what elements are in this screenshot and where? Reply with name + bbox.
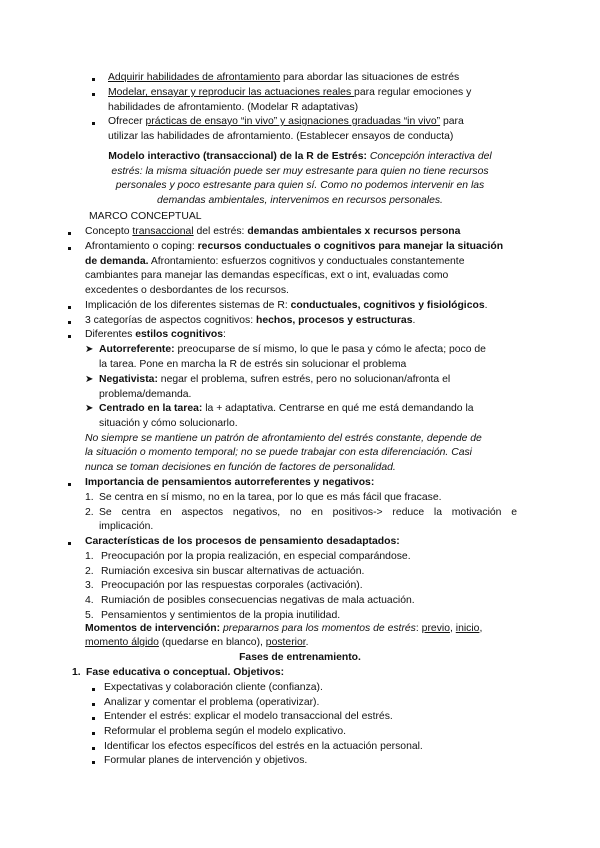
importancia-title — [85, 476, 374, 491]
objetivo-5: Identificar los efectos específicos del estrés en la actuación personal. — [104, 741, 423, 752]
concepto-mid: del estrés: — [193, 226, 248, 237]
afr-pre: Afrontamiento o coping: — [85, 241, 198, 252]
importancia-1-number: 1. — [85, 492, 94, 503]
impl-bold: conductuales, cognitivos y fisiológicos — [290, 300, 485, 311]
top-bullet-1 — [108, 71, 459, 86]
bullet-square — [92, 703, 95, 706]
caracteristica-2-number: 2. — [85, 566, 94, 577]
cat-post: . — [412, 315, 416, 326]
cat-pre: 3 categorías de aspectos cognitivos: — [85, 315, 256, 326]
impl-pre: Implicación de los diferentes sistemas de R: — [85, 300, 291, 311]
bullet-square — [68, 335, 71, 338]
estilo-3-line1 — [99, 402, 474, 417]
nota-text2: la situación o momento temporal; no se puede trabajar con esta diferenciación. Casi — [85, 447, 472, 458]
fases-heading-text: Fases de entrenamiento. — [239, 652, 361, 663]
importancia-2-text: Se centra en aspectos negativos, no en positivos-> reduce la motivación e — [99, 507, 517, 518]
top-bullet-2-line2: habilidades de afrontamiento. (Modelar R adaptativas) — [108, 102, 359, 113]
objetivo-1: Expectativas y colaboración cliente (confianza). — [104, 682, 323, 693]
modelo-title: Modelo interactivo (transaccional) de la R de Estrés: — [108, 151, 367, 162]
momentos-algido-post: (quedarse en blanco), — [158, 637, 266, 648]
bullet-square — [92, 93, 95, 96]
implicacion-line — [85, 299, 488, 314]
nota-text3: nunca se toman decisiones en función de factores de personalidad. — [85, 462, 396, 473]
momentos-italic: prepararnos para los momentos de estrés — [220, 623, 416, 634]
fase-1-title-text: Fase educativa o conceptual — [86, 667, 228, 678]
nota-text1: No siempre se mantiene un patrón de afrontamiento del estrés constante, depende de — [85, 433, 482, 444]
arrow-bullet-icon: ➤ — [85, 344, 94, 355]
estilo-3-text: la + adaptativa. Centrarse en qué me está demandando la — [202, 403, 474, 414]
estilo-3-line2: situación y cómo solucionarlo. — [99, 418, 238, 429]
objetivo-6: Formular planes de intervención y objetivos. — [104, 755, 308, 766]
importancia-title-text: Importancia de pensamientos autorreferentes y negativos: — [85, 477, 375, 488]
afrontamiento-line1 — [85, 240, 503, 255]
bullet-square — [68, 483, 71, 486]
afrontamiento-line3: cambiantes para manejar las demandas específicas, ext o int, evaluadas como — [85, 270, 449, 281]
afr-l2: Afrontamiento: esfuerzos cognitivos y conductuales constantemente — [148, 256, 465, 267]
bullet-square — [92, 732, 95, 735]
momentos-line1 — [85, 622, 482, 637]
momentos-comma1: , — [449, 623, 456, 634]
caracteristica-1-text: Preocupación por la propia realización, en especial comparándose. — [101, 551, 411, 562]
nota-line2 — [85, 446, 472, 461]
estilo-3-title: Centrado en la tarea: — [99, 403, 203, 414]
estilos-line — [85, 328, 226, 343]
bullet-square — [68, 321, 71, 324]
impl-post: . — [484, 300, 488, 311]
estilo-1-line1 — [99, 343, 486, 358]
bullet-square — [92, 761, 95, 764]
afrontamiento-line4: excedentes o desbordantes de los recursos. — [85, 285, 289, 296]
top-bullet-3-link: prácticas de ensayo “in vivo” y asignaciones graduadas “in vivo” — [145, 116, 441, 127]
marco-heading: MARCO CONCEPTUAL — [89, 211, 202, 222]
modelo-line2: estrés: la misma situación puede ser muy estresante para quien no tiene recursos — [111, 165, 489, 177]
objetivo-2: Analizar y comentar el problema (operativizar). — [104, 697, 320, 708]
momentos-line2 — [85, 636, 309, 651]
afr-bold1: recursos conductuales o cognitivos para manejar la situación — [197, 241, 504, 252]
estilo-1-title: Autorreferente: — [99, 344, 175, 355]
dif-bold: estilos cognitivos — [135, 329, 224, 340]
importancia-1-text: Se centra en sí mismo, no en la tarea, por lo que es más fácil que fracase. — [99, 492, 442, 503]
concepto-line — [85, 225, 460, 240]
momentos-end: . — [305, 637, 309, 648]
bullet-square — [68, 232, 71, 235]
estilo-2-text: negar el problema, sufren estrés, pero no solucionan/afronta el — [157, 374, 451, 385]
top-bullet-3-text: para — [440, 116, 464, 127]
top-bullet-1-link: Adquirir habilidades de afrontamiento — [108, 72, 281, 83]
caracteristica-4-text: Rumiación de posibles consecuencias negativas de mala actuación. — [101, 595, 415, 606]
momentos-comma2: , — [479, 623, 483, 634]
fase-1-number — [72, 666, 81, 681]
modelo-line4: demandas ambientales, intervenimos en recursos personales. — [157, 194, 443, 206]
top-bullet-1-text: para abordar las situaciones de estrés — [280, 72, 460, 83]
bullet-square — [68, 306, 71, 309]
concepto-pre: Concepto — [85, 226, 133, 237]
bullet-square — [92, 747, 95, 750]
caracteristica-5-text: Pensamientos y sentimientos de la propia inutilidad. — [101, 610, 341, 621]
modelo-line3: personales y poco estresante para quien sí. Como no podemos intervenir en las — [115, 180, 485, 192]
fase-1-title — [86, 666, 284, 681]
caracteristica-2-text: Rumiación excesiva sin buscar alternativas de actuación. — [101, 566, 365, 577]
importancia-2-number: 2. — [85, 507, 94, 518]
caracteristica-1-number: 1. — [85, 551, 94, 562]
top-bullet-2-link: Modelar, ensayar y reproducir las actuaciones reales — [108, 87, 355, 98]
concepto-bold: demandas ambientales x recursos persona — [247, 226, 461, 237]
caracteristica-3-text: Preocupación por las respuestas corporales (activación). — [101, 580, 363, 591]
importancia-2-line2: implicación. — [99, 521, 154, 532]
nota-line3 — [85, 461, 396, 476]
bullet-square — [92, 78, 95, 81]
estilo-1-line2: la tarea. Pone en marcha la R de estrés sin solucionar el problema — [99, 359, 407, 370]
top-bullet-3-pre: Ofrecer — [108, 116, 146, 127]
caracteristica-3-number: 3. — [85, 580, 94, 591]
categorias-line — [85, 314, 415, 329]
caracteristica-5-number: 5. — [85, 610, 94, 621]
modelo-line1: Concepción interactiva del — [366, 151, 492, 162]
momentos-title: Momentos de intervención: — [85, 623, 221, 634]
caracteristicas-title — [85, 535, 400, 550]
dif-post: : — [223, 329, 226, 340]
estilo-1-text: preocuparse de sí mismo, lo que le pasa y cómo le afecta; poco de — [174, 344, 486, 355]
top-bullet-3-line2: utilizar las habilidades de afrontamiento. (Establecer ensayos de conducta) — [108, 131, 454, 142]
top-bullet-2-text: para regular emociones y — [354, 87, 472, 98]
objetivo-3: Entender el estrés: explicar el modelo transaccional del estrés. — [104, 711, 393, 722]
bullet-square — [92, 717, 95, 720]
estilo-2-title: Negativista: — [99, 374, 158, 385]
top-bullet-3 — [108, 115, 464, 130]
momento-posterior: posterior — [265, 637, 306, 648]
bullet-square — [92, 122, 95, 125]
fase-1-number-text: 1. — [72, 667, 81, 678]
fases-heading — [0, 651, 600, 666]
momento-previo: previo — [421, 623, 450, 634]
arrow-bullet-icon: ➤ — [85, 374, 94, 385]
afrontamiento-line2 — [85, 255, 464, 270]
dif-pre: Diferentes — [85, 329, 136, 340]
top-bullet-2 — [108, 86, 471, 101]
modelo-paragraph — [90, 150, 510, 208]
fase-1-title-post: . Objetivos: — [227, 667, 285, 678]
bullet-square — [68, 542, 71, 545]
nota-line1 — [85, 432, 482, 447]
estilo-2-line2: problema/demanda. — [99, 389, 192, 400]
bullet-square — [68, 247, 71, 250]
afr-bold2: de demanda. — [85, 256, 149, 267]
arrow-bullet-icon: ➤ — [85, 403, 94, 414]
momento-inicio: inicio — [455, 623, 480, 634]
objetivo-4: Reformular el problema según el modelo explicativo. — [104, 726, 346, 737]
cat-bold: hechos, procesos y estructuras — [255, 315, 413, 326]
momentos-sep: : — [415, 623, 422, 634]
estilo-2-line1 — [99, 373, 450, 388]
caracteristica-4-number: 4. — [85, 595, 94, 606]
bullet-square — [92, 688, 95, 691]
momento-algido: momento álgido — [85, 637, 159, 648]
caracteristicas-title-text: Características de los procesos de pensamiento desadaptados: — [85, 536, 400, 547]
concepto-link: transaccional — [132, 226, 194, 237]
